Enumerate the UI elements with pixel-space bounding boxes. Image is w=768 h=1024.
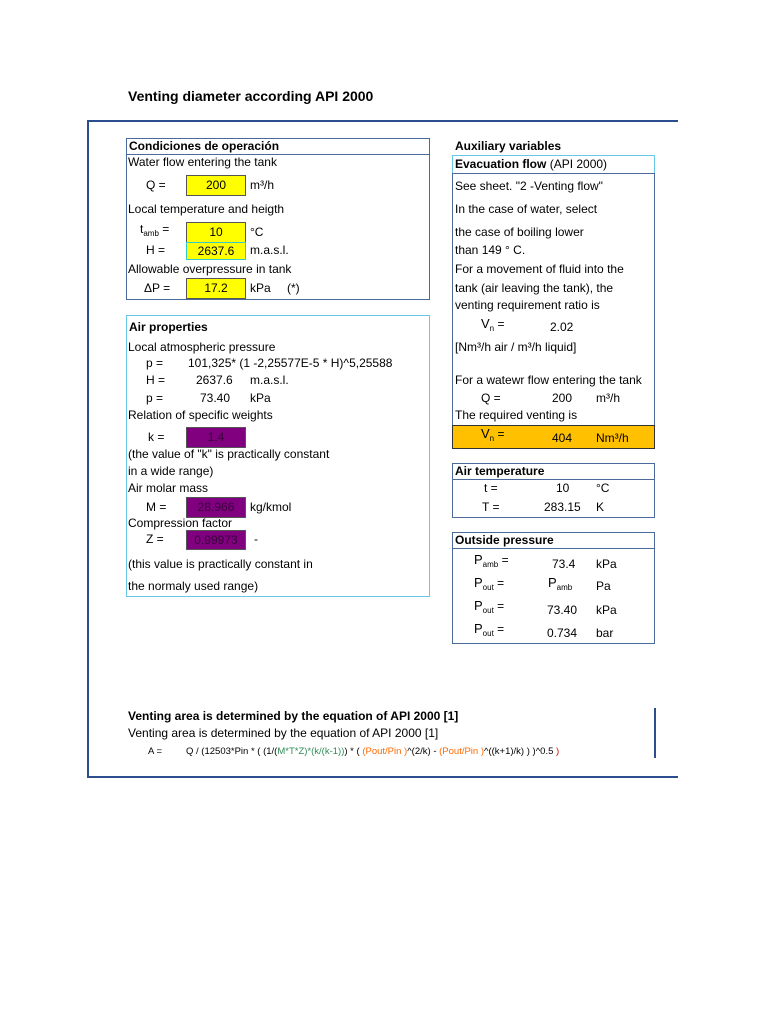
aux-q-label: Q = [481,391,501,405]
p-out-value-2: 73.40 [547,603,578,617]
z-label: Z = [146,532,164,546]
z-unit: - [254,532,258,546]
m-input[interactable]: 28.966 [186,497,246,518]
p-out-unit-1: Pa [596,579,611,593]
water-select: In the case of water, select [455,202,598,216]
spec-weights-label: Relation of specific weights [128,408,273,422]
p-out-value-1: $P_{amb}$ [548,575,573,592]
frame-bottom-line [87,776,678,778]
evac-header: Evacuation flow (API 2000) [455,157,608,171]
air-temp-t-unit: °C [596,481,610,495]
m-unit: kg/kmol [250,500,292,514]
vreq-value: 404 [552,431,573,445]
dp-label: ΔP = [144,281,171,295]
vn-label: $V_n$ = [481,316,505,333]
area-header: Venting area is determined by the equation of API 2000 [1] [128,709,459,723]
waterflow-text: For a watewr flow entering the tank [455,373,642,387]
leaving-text: tank (air leaving the tank), the [455,281,614,295]
air-temp-t-value: 10 [556,481,570,495]
required-text: The required venting is [455,408,578,422]
air-temp-header-line [452,479,655,480]
air-temp-T-label: T = [482,500,500,514]
vreq-unit: Nm³/h [596,431,629,445]
atm-pressure-label: Local atmospheric pressure [128,340,276,354]
page-title: Venting diameter according API 2000 [128,88,374,104]
frame-top-line [87,120,678,122]
m-label: M = [146,500,167,514]
air-p-value: 73.40 [200,391,231,405]
air-temp-header: Air temperature [455,464,545,478]
h-unit: m.a.s.l. [250,243,289,257]
p-out-label-3: $P_{out}$ = [474,621,505,638]
air-properties-header: Air properties [129,320,208,334]
q-input[interactable]: 200 [186,175,246,196]
aux-header: Auxiliary variables [455,139,562,153]
h-label: H = [146,243,166,257]
k-note-1: (the value of "k" is practically constant [128,447,330,461]
frame-left-line [87,120,89,778]
air-temp-t-label: t = [484,481,498,495]
air-h-value: 2637.6 [196,373,233,387]
p-out-unit-2: kPa [596,603,617,617]
overpressure-label: Allowable overpressure in tank [128,262,292,276]
ratio-text: venting requirement ratio is [455,298,600,312]
p-formula-label: p = [146,356,164,370]
vn-unit: [Nm³/h air / m³/h liquid] [455,340,577,354]
z-note-2: the normaly used range) [128,579,259,593]
area-subheader: Venting area is determined by the equation of API 2000 [1] [128,726,439,740]
k-input[interactable]: 1.4 [186,427,246,448]
air-p-label: p = [146,391,164,405]
k-note-2: in a wide range) [128,464,214,478]
p-out-label-2: $P_{out}$ = [474,598,505,615]
local-temp-label: Local temperature and heigth [128,202,285,216]
outside-header-line [452,548,655,549]
vreq-label: $V_n$ = [481,426,505,443]
movement-text: For a movement of fluid into the [455,262,624,276]
p-amb-value: 73.4 [552,557,576,571]
z-input[interactable]: 0.99973 [186,530,246,550]
operation-header: Condiciones de operación [129,139,280,153]
outside-header: Outside pressure [455,533,554,547]
p-formula: 101,325* (1 -2,25577E-5 * H)^5,25588 [188,356,393,370]
molar-mass-label: Air molar mass [128,481,209,495]
air-temp-T-unit: K [596,500,605,514]
boiling-text: the case of boiling lower [455,225,584,239]
dp-input[interactable]: 17.2 [186,278,246,299]
than-text: than 149 ° C. [455,243,526,257]
aux-q-unit: m³/h [596,391,620,405]
p-amb-label: $P_{amb}$ = [474,552,509,569]
q-unit: m³/h [250,178,274,192]
frame-right-tick [654,708,656,758]
area-equation: Q / (12503*Pin * ( (1/(M*T*Z)*(k/(k-1))) * ( (Pout/Pin )^(2/k) - (Pout/Pin )^((k+1)/k) ) )^0.5 ) [186,746,560,757]
p-out-value-3: 0.734 [547,626,578,640]
h-input[interactable]: 2637.6 [186,242,246,260]
air-temp-T-value: 283.15 [544,500,581,514]
air-h-unit: m.a.s.l. [250,373,289,387]
air-p-unit: kPa [250,391,271,405]
p-out-label-1: $P_{out}$ = [474,575,505,592]
t-amb-label: $t_{amb}$ = [140,222,170,238]
see-sheet: See sheet. "2 -Venting flow" [455,179,603,193]
p-amb-unit: kPa [596,557,617,571]
z-note-1: (this value is practically constant in [128,557,313,571]
t-amb-unit: °C [250,225,264,239]
dp-unit: kPa [250,281,271,295]
aux-q-value: 200 [552,391,573,405]
q-label: Q = [146,178,166,192]
k-label: k = [148,430,165,444]
p-out-unit-3: bar [596,626,614,640]
water-flow-label: Water flow entering the tank [128,155,277,169]
compression-label: Compression factor [128,516,233,530]
air-h-label: H = [146,373,166,387]
area-a-label: A = [148,746,162,757]
vn-value: 2.02 [550,320,574,334]
t-amb-input[interactable]: 10 [186,222,246,243]
dp-note: (*) [287,281,300,295]
